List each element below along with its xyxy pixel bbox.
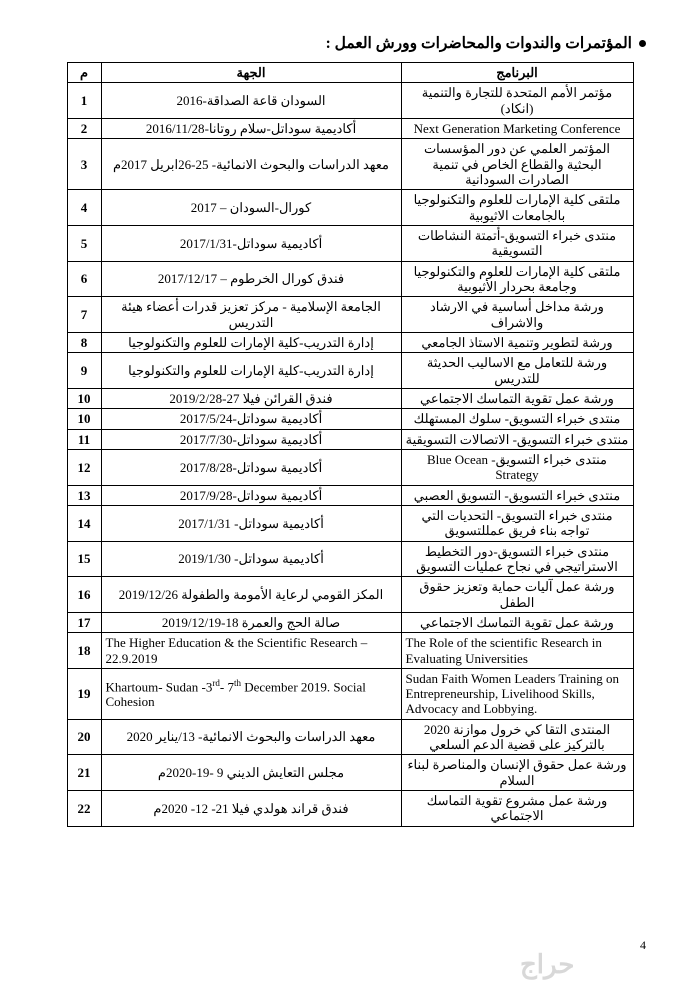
table-row (67, 429, 633, 449)
cell-organization: المكز القومي لرعاية الأمومة والطفولة 2019/12/26 (101, 577, 401, 613)
cell-number: 21 (67, 755, 101, 791)
cell-organization: أكاديمية سوداتل-سلام روتانا-2016/11/28 (101, 118, 401, 138)
table-row (67, 485, 633, 505)
cell-program: ملتقى كلية الإمارات للعلوم والتكنولوجيا بالجامعات الاثيوبية (401, 190, 633, 226)
table-row (67, 332, 633, 352)
cell-number: 20 (67, 719, 101, 755)
table-row (67, 190, 633, 226)
table-row (67, 612, 633, 632)
cell-program: ورشة عمل مشروع تقوية التماسك الاجتماعي (401, 791, 633, 827)
cell-number: 13 (67, 485, 101, 505)
table-row (67, 353, 633, 389)
cell-program: المنتدى التقا كي خرول موازنة 2020 بالتركيز على قضية الدعم السلعي (401, 719, 633, 755)
cell-number: 7 (67, 297, 101, 333)
cell-program: المؤتمر العلمي عن دور المؤسسات البحثية والقطاع الخاص في تنمية الصادرات السودانية (401, 139, 633, 190)
cell-program: ورشة عمل حقوق الإنسان والمناصرة لبناء السلام (401, 755, 633, 791)
cell-number: 10 (67, 409, 101, 429)
page-number: 4 (640, 938, 646, 952)
table-row (67, 541, 633, 577)
cell-number: 15 (67, 541, 101, 577)
table-row (67, 791, 633, 827)
cell-number: 9 (67, 353, 101, 389)
cell-program: The Role of the scientific Research in Evaluating Universities (401, 633, 633, 669)
cell-organization: أكاديمية سوداتل-2017/8/28 (101, 449, 401, 485)
cell-organization: معهد الدراسات والبحوث الانمائية- 13/يناير 2020 (101, 719, 401, 755)
watermark-text: حراج (520, 950, 575, 979)
cell-program: منتدى خبراء التسويق- سلوك المستهلك (401, 409, 633, 429)
cell-organization: كورال-السودان – 2017 (101, 190, 401, 226)
cell-program: منتدى خبراء التسويق- الاتصالات التسويقية (401, 429, 633, 449)
cell-organization: فندق قراند هولدي فيلا 21- 12- 2020م (101, 791, 401, 827)
cell-number: 2 (67, 118, 101, 138)
cell-organization: The Higher Education & the Scientific Research – 22.9.2019 (101, 633, 401, 669)
cell-organization: السودان قاعة الصداقة-2016 (101, 83, 401, 119)
cell-organization: إدارة التدريب-كلية الإمارات للعلوم والتكنولوجيا (101, 332, 401, 352)
cell-program: ورشة عمل آليات حماية وتعزيز حقوق الطفل (401, 577, 633, 613)
table-row (67, 261, 633, 297)
cell-number: 4 (67, 190, 101, 226)
cell-organization: أكاديمية سوداتل-2017/1/31 (101, 225, 401, 261)
table-body (67, 83, 633, 826)
cell-organization: فندق كورال الخرطوم – 2017/12/17 (101, 261, 401, 297)
table-row (67, 633, 633, 669)
cell-number: 18 (67, 633, 101, 669)
table-row (67, 297, 633, 333)
table-row (67, 668, 633, 719)
cell-number: 12 (67, 449, 101, 485)
header-organization: الجهة (101, 63, 401, 83)
cell-number: 3 (67, 139, 101, 190)
cell-organization: أكاديمية سوداتل- 2017/1/31 (101, 505, 401, 541)
cell-number: 22 (67, 791, 101, 827)
cell-program: منتدى خبراء التسويق-أتمتة النشاطات التسويقية (401, 225, 633, 261)
cell-program: منتدى خبراء التسويق- التسويق العصبي (401, 485, 633, 505)
cell-program: ورشة عمل تقوية التماسك الاجتماعي (401, 612, 633, 632)
cell-program: منتدى خبراء التسويق-دور التخطيط الاستراتيجي في نجاح عمليات التسويق (401, 541, 633, 577)
programs-table (67, 62, 634, 827)
cell-number: 19 (67, 668, 101, 719)
table-row (67, 139, 633, 190)
cell-program: ورشة مداخل أساسية في الارشاد والاشراف (401, 297, 633, 333)
header-number: م (67, 63, 101, 83)
table-row (67, 83, 633, 119)
cell-program: ورشة للتعامل مع الاساليب الحديثة للتدريس (401, 353, 633, 389)
cell-organization: أكاديمية سوداتل-2017/7/30 (101, 429, 401, 449)
cell-number: 14 (67, 505, 101, 541)
table-header-row (67, 63, 633, 83)
cell-program: منتدى خبراء التسويق- Blue Ocean Strategy (401, 449, 633, 485)
table-row (67, 225, 633, 261)
cell-organization: أكاديمية سوداتل-2017/9/28 (101, 485, 401, 505)
header-program: البرنامج (401, 63, 633, 83)
cell-number: 5 (67, 225, 101, 261)
cell-organization: مجلس التعايش الديني 9 -19-2020م (101, 755, 401, 791)
table-row (67, 118, 633, 138)
cell-organization: معهد الدراسات والبحوث الانمائية- 25-26ابريل 2017م (101, 139, 401, 190)
cell-number: 17 (67, 612, 101, 632)
cell-number: 11 (67, 429, 101, 449)
cell-program: مؤتمر الأمم المتحدة للتجارة والتنمية (انكاد) (401, 83, 633, 119)
table-row (67, 719, 633, 755)
bullet-icon (639, 40, 646, 47)
cell-number: 1 (67, 83, 101, 119)
section-heading-text: المؤتمرات والندوات والمحاضرات وورش العمل : (325, 35, 632, 52)
cell-program: ورشة لتطوير وتنمية الاستاذ الجامعي (401, 332, 633, 352)
table-row (67, 409, 633, 429)
table-row (67, 449, 633, 485)
cell-organization: أكاديمية سوداتل-2017/5/24 (101, 409, 401, 429)
cell-organization: الجامعة الإسلامية - مركز تعزيز قدرات أعضاء هيئة التدريس (101, 297, 401, 333)
table-row (67, 505, 633, 541)
cell-number: 8 (67, 332, 101, 352)
cell-program: Next Generation Marketing Conference (401, 118, 633, 138)
cell-program: منتدى خبراء التسويق- التحديات التي تواجه بناء فريق عمللتسويق (401, 505, 633, 541)
table-row (67, 577, 633, 613)
cell-organization: أكاديمية سوداتل- 2019/1/30 (101, 541, 401, 577)
section-heading (52, 34, 648, 53)
cell-number: 6 (67, 261, 101, 297)
cell-program: ملتقى كلية الإمارات للعلوم والتكنولوجيا وجامعة بحردار الأثيوبية (401, 261, 633, 297)
cell-organization: فندق القرائن فيلا 27-2019/2/28 (101, 388, 401, 408)
cell-organization: إدارة التدريب-كلية الإمارات للعلوم والتكنولوجيا (101, 353, 401, 389)
table-row (67, 755, 633, 791)
cell-organization: Khartoum- Sudan -3rd- 7th December 2019. Social Cohesion (101, 668, 401, 719)
cell-program: Sudan Faith Women Leaders Training on Entrepreneurship, Livelihood Skills, Advocacy and Lobbying. (401, 668, 633, 719)
cell-number: 16 (67, 577, 101, 613)
cell-organization: صالة الحج والعمرة 18-2019/12/19 (101, 612, 401, 632)
cell-program: ورشة عمل تقوية التماسك الاجتماعي (401, 388, 633, 408)
cell-number: 10 (67, 388, 101, 408)
table-row (67, 388, 633, 408)
